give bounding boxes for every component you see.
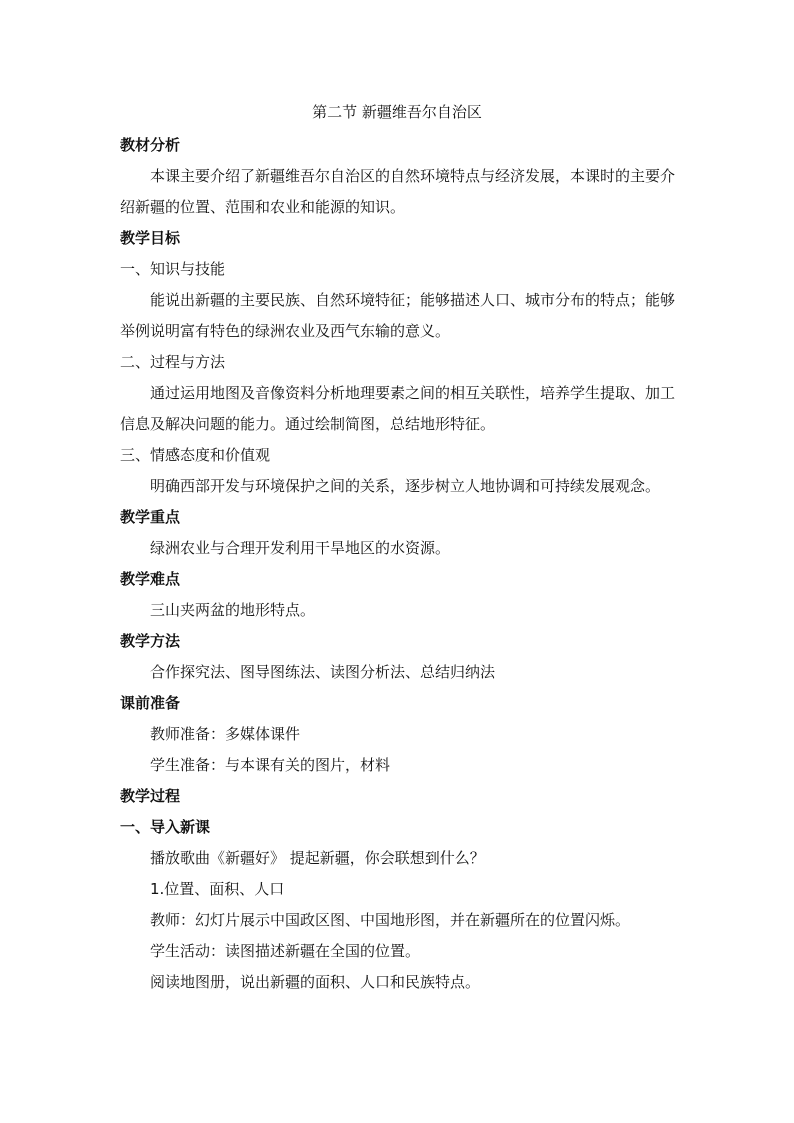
paragraph-teacher-slides: 教师：幻灯片展示中国政区图、中国地形图，并在新疆所在的位置闪烁。: [150, 911, 631, 929]
subheading-process-method: 二、过程与方法: [120, 353, 226, 371]
paragraph-knowledge-skills: 能说出新疆的主要民族、自然环境特征；能够描述人口、城市分布的特点；能够举例说明富有特色的绿洲农业及西气东输的意义。: [120, 291, 676, 340]
document-body: [120, 130, 685, 998]
heading-preparation: 课前准备: [120, 694, 181, 712]
paragraph-read-atlas: 阅读地图册，说出新疆的面积、人口和民族特点。: [150, 973, 481, 991]
paragraph-student-activity: 学生活动：读图描述新疆在全国的位置。: [150, 942, 421, 960]
paragraph-student-prep: 学生准备：与本课有关的图片，材料: [150, 756, 391, 774]
paragraph-teacher-prep: 教师准备：多媒体课件: [150, 725, 301, 743]
paragraph-textbook-analysis: 本课主要介绍了新疆维吾尔自治区的自然环境特点与经济发展，本课时的主要介绍新疆的位置、范围和农业和能源的知识。: [120, 167, 676, 216]
paragraph-key-points: 绿洲农业与合理开发利用干旱地区的水资源。: [150, 539, 451, 557]
heading-textbook-analysis: 教材分析: [120, 136, 181, 154]
paragraph-teaching-methods: 合作探究法、图导图练法、读图分析法、总结归纳法: [150, 663, 496, 681]
paragraph-process-method: 通过运用地图及音像资料分析地理要素之间的相互关联性，培养学生提取、加工信息及解决问题的能力。通过绘制简图，总结地形特征。: [120, 384, 676, 433]
paragraph-location-area: 1.位置、面积、人口: [150, 880, 285, 898]
heading-introduction: 一、导入新课: [120, 818, 211, 836]
heading-difficulties: 教学难点: [120, 570, 181, 588]
heading-teaching-process: 教学过程: [120, 787, 181, 805]
heading-teaching-methods: 教学方法: [120, 632, 181, 650]
subheading-knowledge-skills: 一、知识与技能: [120, 260, 226, 278]
subheading-emotion-values: 三、情感态度和价值观: [120, 446, 271, 464]
heading-teaching-goals: 教学目标: [120, 229, 181, 247]
paragraph-song: 播放歌曲《新疆好》 提起新疆，你会联想到什么？: [150, 849, 485, 867]
paragraph-difficulties: 三山夹两盆的地形特点。: [150, 601, 316, 619]
document-title: 第二节 新疆维吾尔自治区: [312, 103, 482, 121]
paragraph-emotion-values: 明确西部开发与环境保护之间的关系，逐步树立人地协调和可持续发展观念。: [150, 477, 661, 495]
heading-key-points: 教学重点: [120, 508, 181, 526]
